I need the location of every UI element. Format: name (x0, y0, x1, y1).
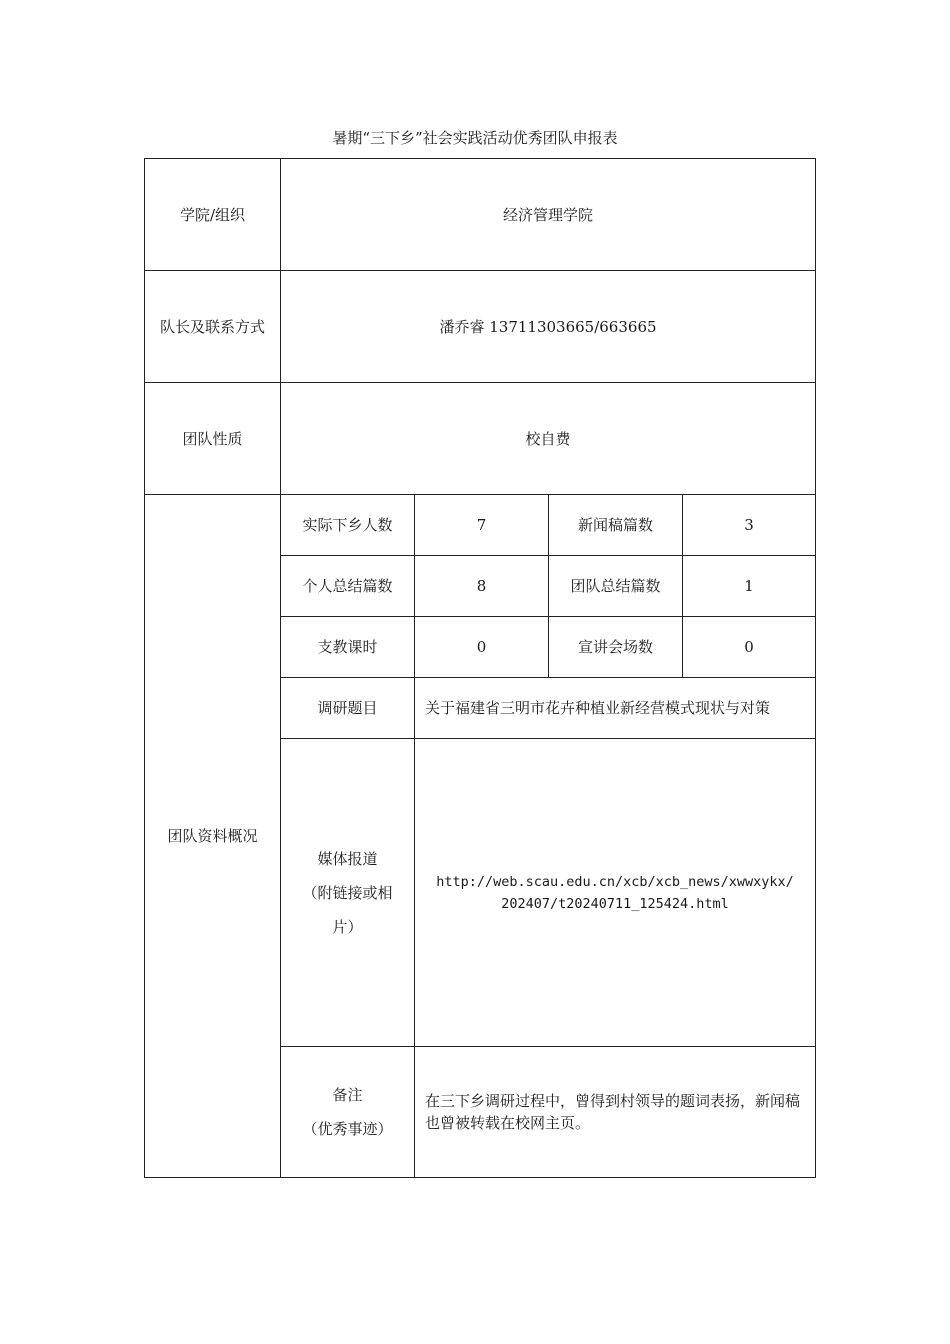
stat-label: 个人总结篇数 (281, 556, 415, 617)
team-type-value: 校自费 (281, 383, 816, 495)
stat-value: 8 (415, 556, 549, 617)
note-label-line: 备注 (332, 1086, 363, 1104)
college-row (145, 159, 816, 271)
leader-row (145, 271, 816, 383)
note-label (281, 1047, 415, 1178)
stat-label: 团队总结篇数 (549, 556, 683, 617)
college-value: 经济管理学院 (281, 159, 816, 271)
note-label-line: （优秀事迹） (302, 1120, 393, 1138)
application-form-table (144, 158, 816, 1178)
college-label: 学院/组织 (145, 159, 281, 271)
note-value: 在三下乡调研过程中，曾得到村领导的题词表扬，新闻稿也曾被转载在校网主页。 (415, 1047, 816, 1178)
media-label (281, 739, 415, 1047)
stat-row (145, 495, 816, 556)
overview-label: 团队资料概况 (145, 495, 281, 1178)
stat-label: 支教课时 (281, 617, 415, 678)
stat-value: 3 (683, 495, 816, 556)
topic-label: 调研题目 (281, 678, 415, 739)
team-type-row (145, 383, 816, 495)
stat-value: 7 (415, 495, 549, 556)
topic-value: 关于福建省三明市花卉种植业新经营模式现状与对策 (415, 678, 816, 739)
stat-value: 0 (415, 617, 549, 678)
stat-value: 0 (683, 617, 816, 678)
form-title: 暑期“三下乡”社会实践活动优秀团队申报表 (332, 129, 618, 147)
media-label-line: （附链接或相 (302, 883, 393, 902)
stat-label: 宣讲会场数 (549, 617, 683, 678)
leader-value: 潘乔睿 13711303665/663665 (281, 271, 816, 383)
media-label-line: 片） (332, 917, 363, 936)
stat-value: 1 (683, 556, 816, 617)
media-label-line: 媒体报道 (317, 849, 378, 868)
stat-label: 新闻稿篇数 (549, 495, 683, 556)
media-link-line[interactable]: 202407/t20240711_125424.html (501, 895, 729, 912)
stat-label: 实际下乡人数 (281, 495, 415, 556)
leader-label: 队长及联系方式 (145, 271, 281, 383)
team-type-label: 团队性质 (145, 383, 281, 495)
media-link-line[interactable]: http://web.scau.edu.cn/xcb/xcb_news/xwwxykx/ (436, 873, 794, 890)
media-link[interactable] (415, 739, 816, 1047)
